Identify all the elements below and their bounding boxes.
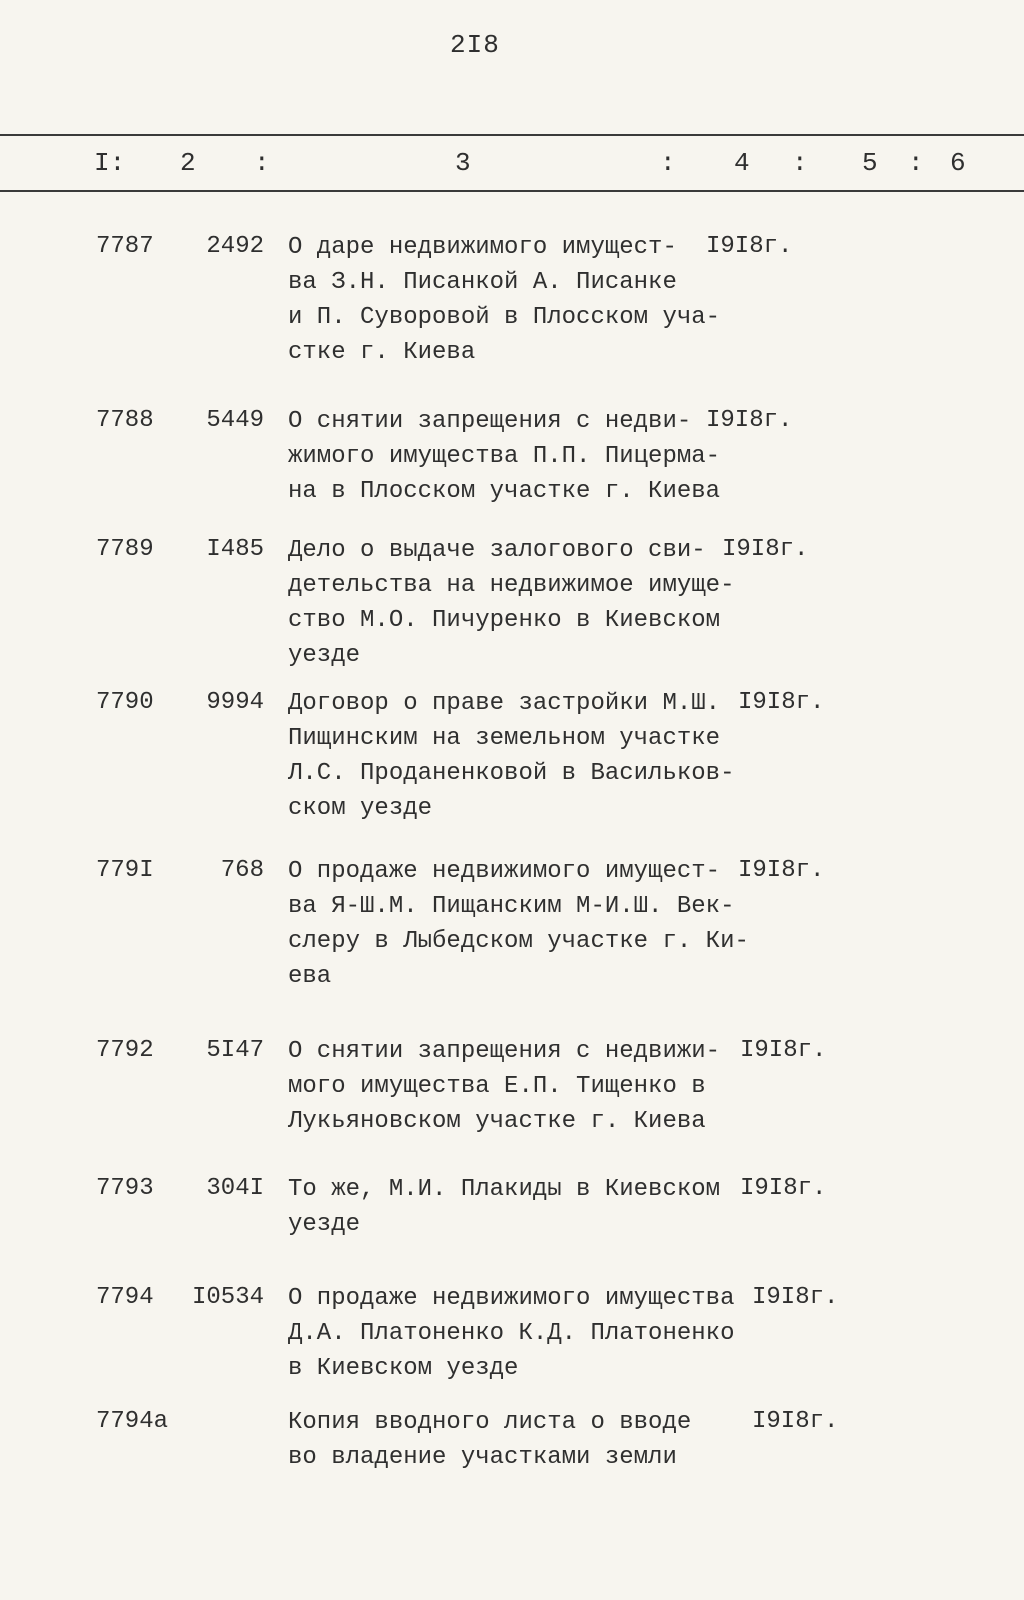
description-line: уезде xyxy=(288,642,361,669)
description-line: Лукьяновском участке г. Киева xyxy=(288,1108,706,1135)
entry-description xyxy=(288,533,735,673)
entry-number: 779I xyxy=(96,857,154,884)
entry-description xyxy=(288,404,721,509)
entry-fund-number: I485 xyxy=(206,536,264,563)
entry-description xyxy=(288,1281,735,1386)
entry-description xyxy=(288,1405,718,1475)
description-line: ва Я-Ш.М. Пищанским М-И.Ш. Век- xyxy=(288,893,735,920)
description-line: на в Плосском участке г. Киева xyxy=(288,478,721,505)
entry-fund-number: I0534 xyxy=(191,1284,264,1311)
description-line: О продаже недвижимого имущества xyxy=(288,1285,735,1312)
description-line: О продаже недвижимого имущест- xyxy=(288,858,721,885)
description-line: ева xyxy=(288,963,332,990)
page-number: 2I8 xyxy=(450,30,500,60)
entry-description xyxy=(288,1034,721,1139)
description-line: ском уезде xyxy=(288,795,433,822)
description-line: Д.А. Платоненко К.Д. Платоненко xyxy=(288,1320,735,1347)
description-line: и П. Суворовой в Плосском уча- xyxy=(288,304,721,331)
entry-year: I9I8г. xyxy=(706,233,793,260)
entry-description xyxy=(288,1172,721,1242)
header-separator: : xyxy=(254,148,270,178)
description-line: жимого имущества П.П. Пицерма- xyxy=(288,443,721,470)
header-col-1: I: xyxy=(94,148,126,178)
description-line: детельства на недвижимое имуще- xyxy=(288,572,735,599)
description-line: уезде xyxy=(288,1211,361,1238)
description-line: Пищинским на земельном участке xyxy=(288,725,721,752)
entry-year: I9I8г. xyxy=(738,689,825,716)
entry-number: 7793 xyxy=(96,1175,154,1202)
description-line: в Киевском уезде xyxy=(288,1355,519,1382)
description-line: слеру в Лыбедском участке г. Ки- xyxy=(288,928,749,955)
header-col-5: 5 xyxy=(862,148,878,178)
description-line: То же, М.И. Плакиды в Киевском xyxy=(288,1176,721,1203)
description-line: ва З.Н. Писанкой А. Писанке xyxy=(288,269,677,296)
header-separator: : xyxy=(792,148,808,178)
header-col-3: 3 xyxy=(455,148,471,178)
description-line: ство М.О. Пичуренко в Киевском xyxy=(288,607,721,634)
entry-fund-number: 5449 xyxy=(206,407,264,434)
entry-number: 7792 xyxy=(96,1037,154,1064)
entry-year: I9I8г. xyxy=(722,536,809,563)
entry-year: I9I8г. xyxy=(740,1175,827,1202)
entry-description xyxy=(288,230,721,370)
entry-fund-number: 2492 xyxy=(206,233,264,260)
description-line: стке г. Киева xyxy=(288,339,476,366)
header-col-4: 4 xyxy=(734,148,750,178)
description-line: Договор о праве застройки М.Ш. xyxy=(288,690,721,717)
entry-year: I9I8г. xyxy=(706,407,793,434)
entry-fund-number: 9994 xyxy=(206,689,264,716)
header-separator: : xyxy=(908,148,924,178)
header-col-6: 6 xyxy=(950,148,966,178)
entry-number: 7788 xyxy=(96,407,154,434)
description-line: во владение участками земли xyxy=(288,1444,677,1471)
entry-fund-number: 768 xyxy=(220,857,264,884)
entry-number: 7787 xyxy=(96,233,154,260)
description-line: Копия вводного листа о вводе xyxy=(288,1409,692,1436)
entry-year: I9I8г. xyxy=(740,1037,827,1064)
entry-number: 7790 xyxy=(96,689,154,716)
entry-fund-number: 304I xyxy=(206,1175,264,1202)
description-line: Л.С. Проданенковой в Васильков- xyxy=(288,760,735,787)
entry-year: I9I8г. xyxy=(752,1408,839,1435)
description-line: Дело о выдаче залогового сви- xyxy=(288,537,706,564)
description-line: О даре недвижимого имущест- xyxy=(288,234,677,261)
header-separator: : xyxy=(660,148,676,178)
entry-number: 7794а xyxy=(96,1408,169,1435)
entry-year: I9I8г. xyxy=(738,857,825,884)
entry-description xyxy=(288,854,749,994)
description-line: О снятии запрещения с недви- xyxy=(288,408,692,435)
entry-year: I9I8г. xyxy=(752,1284,839,1311)
description-line: О снятии запрещения с недвижи- xyxy=(288,1038,721,1065)
description-line: мого имущества Е.П. Тищенко в xyxy=(288,1073,706,1100)
entry-number: 7789 xyxy=(96,536,154,563)
header-col-2: 2 xyxy=(180,148,196,178)
entry-number: 7794 xyxy=(96,1284,154,1311)
entry-fund-number: 5I47 xyxy=(206,1037,264,1064)
entry-description xyxy=(288,686,735,826)
